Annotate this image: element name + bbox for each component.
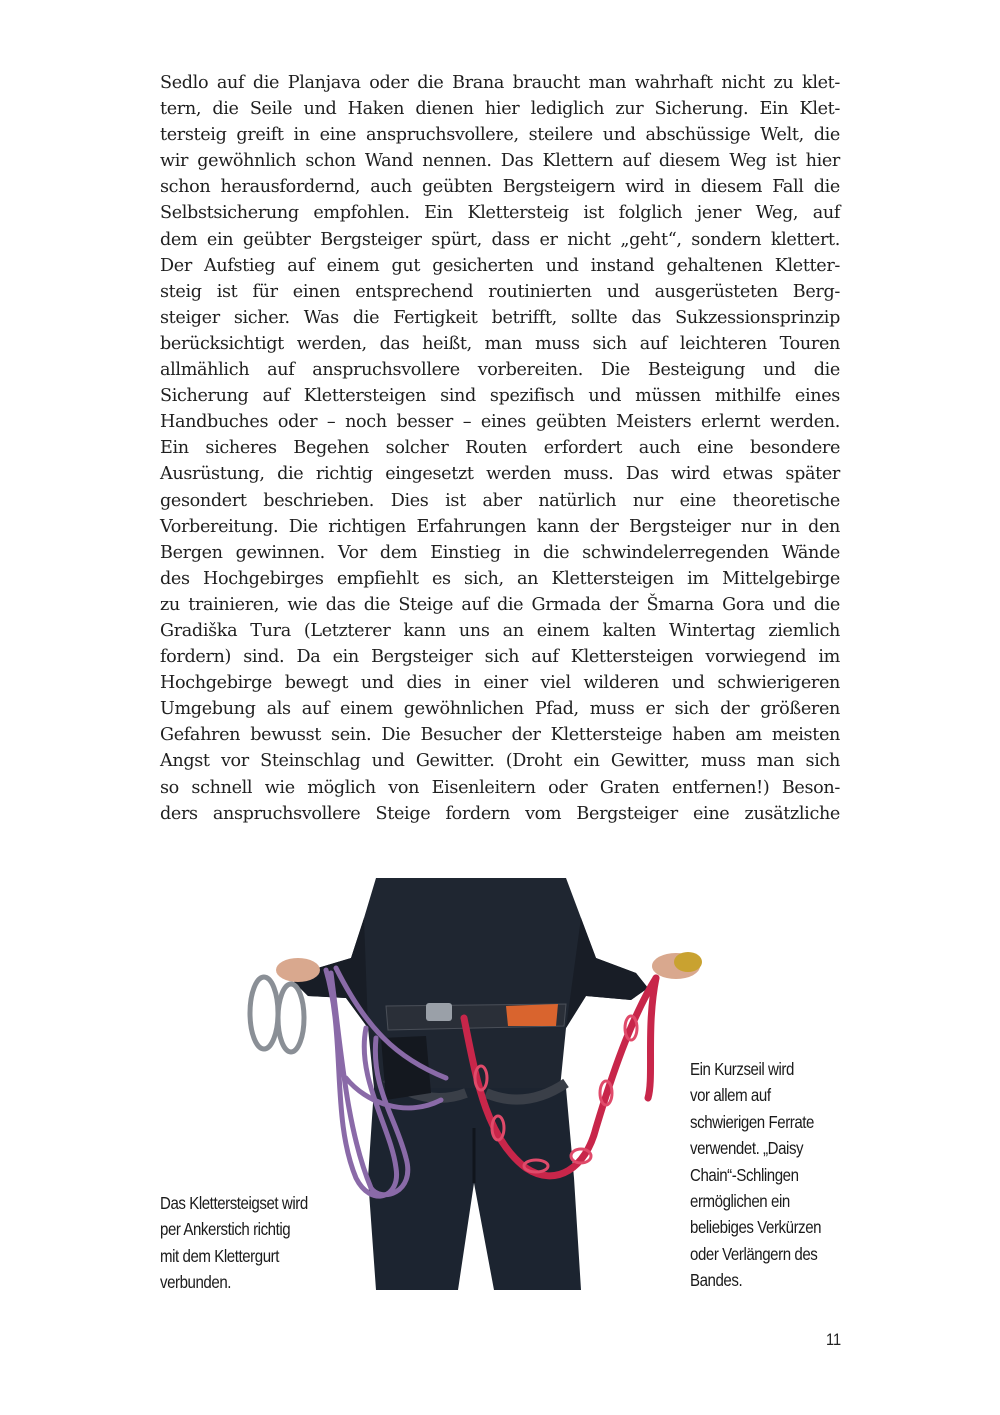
photo-caption-right	[690, 1056, 821, 1294]
body-line: Hochgebirge bewegt und dies in einer viel wilderen und schwierigeren	[160, 673, 840, 694]
carabiner-icon	[250, 977, 304, 1052]
body-line: gesondert beschrieben. Dies ist aber natürlich nur eine theoretische	[160, 490, 840, 511]
body-line: so schnell wie möglich von Eisenleitern oder Graten entfernen!) Beson-	[160, 777, 840, 798]
caption-line: verwendet. „Daisy	[690, 1138, 804, 1159]
caption-line: Das Klettersteigset wird	[160, 1193, 308, 1213]
body-line: fordern) sind. Da ein Bergsteiger sich auf Klettersteigen vorwiegend im	[160, 647, 840, 668]
caption-line: verbunden.	[160, 1272, 232, 1293]
body-line: Ausrüstung, die richtig eingesetzt werden muss. Das wird etwas später	[160, 464, 840, 485]
caption-line: ermöglichen ein	[690, 1191, 790, 1212]
body-line: dem ein geübter Bergsteiger spürt, dass er nicht „geht“, sondern klettert.	[160, 229, 840, 250]
caption-line: per Ankerstich richtig	[160, 1219, 291, 1240]
body-line: berücksichtigt werden, das heißt, man muss sich auf leichteren Touren	[160, 333, 840, 354]
caption-line: Ein Kurzseil wird	[690, 1059, 794, 1079]
body-line: Sedlo auf die Planjava oder die Brana braucht man wahrhaft nicht zu klet-	[160, 73, 840, 93]
body-line: Umgebung als auf einem gewöhnlichen Pfad, muss er sich der größeren	[160, 699, 840, 720]
caption-line: mit dem Klettergurt	[160, 1245, 279, 1266]
caption-line: Bandes.	[690, 1270, 743, 1291]
body-line: Bergen gewinnen. Vor dem Einstieg in die schwindelerregenden Wände	[160, 542, 840, 563]
body-text	[160, 70, 840, 827]
body-line: tern, die Seile und Haken dienen hier lediglich zur Sicherung. Ein Klet-	[160, 99, 840, 120]
caption-line: Chain“-Schlingen	[690, 1164, 799, 1185]
body-line: schon herausfordernd, auch geübten Bergsteigern wird in diesem Fall die	[160, 177, 840, 198]
body-line: Gradiška Tura (Letzterer kann uns an einem kalten Wintertag ziemlich	[160, 620, 840, 641]
body-line: wir gewöhnlich schon Wand nennen. Das Klettern auf diesem Weg ist hier	[160, 151, 840, 172]
body-line: Gefahren bewusst sein. Die Besucher der Klettersteige haben am meisten	[160, 725, 840, 746]
caption-line: schwierigen Ferrate	[690, 1111, 814, 1132]
harness-buckle	[426, 1003, 452, 1021]
caption-line: oder Verlängern des	[690, 1243, 818, 1264]
body-line: Der Aufstieg auf einem gut gesicherten und instand gehaltenen Kletter-	[160, 255, 840, 276]
body-line: ders anspruchsvollere Steige fordern vom Bergsteiger eine zusätzliche	[160, 803, 840, 824]
body-line: steig ist für einen entsprechend routinierten und ausgerüsteten Berg-	[160, 281, 840, 302]
photo-caption-left	[160, 1190, 308, 1296]
body-line: Vorbereitung. Die richtigen Erfahrungen kann der Bergsteiger nur in den	[160, 516, 840, 537]
body-line: Handbuches oder – noch besser – eines geübten Meisters erlernt werden.	[160, 412, 840, 433]
body-line: Ein sicheres Begehen solcher Routen erfordert auch eine besondere	[160, 438, 840, 459]
harness-orange-strap	[506, 1004, 558, 1026]
caption-line: vor allem auf	[690, 1085, 771, 1106]
body-line: steiger sicher. Was die Fertigkeit betrifft, sollte das Sukzessionsprinzip	[160, 307, 840, 328]
body-line: tersteig greift in eine anspruchsvollere, steilere und abschüssige Welt, die	[160, 125, 840, 146]
body-line: Angst vor Steinschlag und Gewitter. (Droht ein Gewitter, muss man sich	[160, 751, 840, 772]
page-number: 11	[826, 1330, 842, 1349]
caption-line: beliebiges Verkürzen	[690, 1217, 822, 1238]
body-line: zu trainieren, wie das die Steige auf die Grmada der Šmarna Gora und die	[160, 594, 840, 615]
body-line: des Hochgebirges empfiehlt es sich, an Klettersteigen im Mittelgebirge	[160, 568, 840, 589]
belay-device-icon	[674, 952, 702, 972]
left-hand	[276, 958, 320, 982]
body-line: Sicherung auf Klettersteigen sind spezifisch und müssen mithilfe eines	[160, 386, 840, 407]
body-line: allmählich auf anspruchsvollere vorbereiten. Die Besteigung und die	[160, 360, 840, 381]
body-line: Selbstsicherung empfohlen. Ein Klettersteig ist folglich jener Weg, auf	[160, 203, 840, 224]
